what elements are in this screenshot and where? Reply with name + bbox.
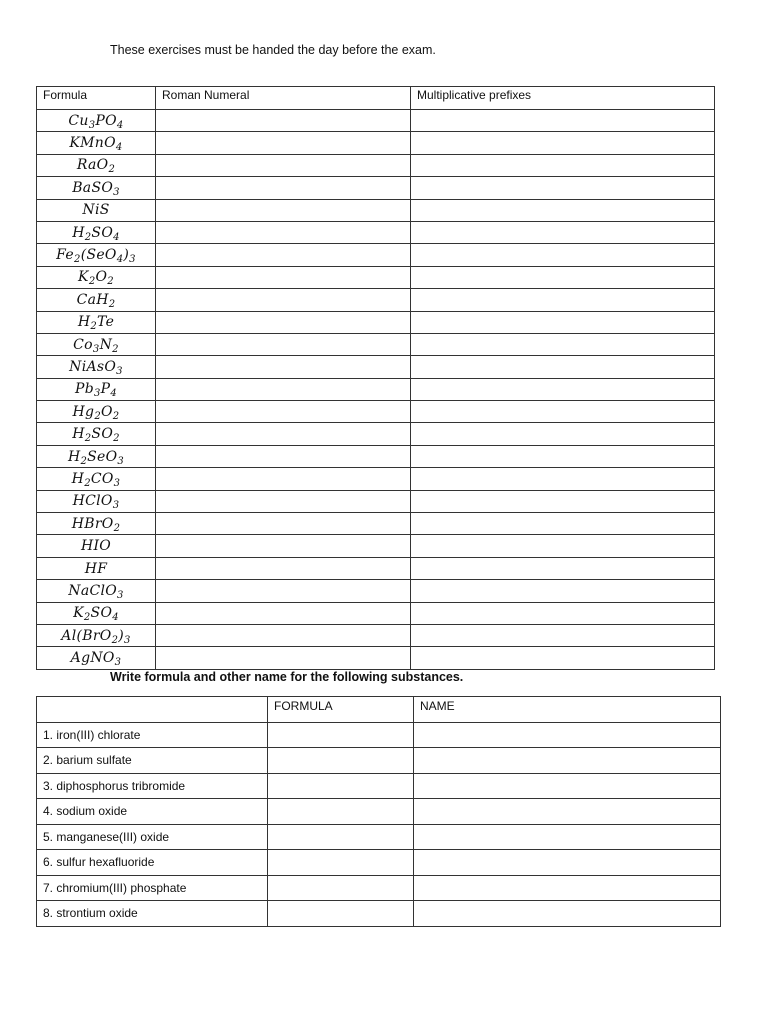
multiplicative-prefix-answer-cell[interactable] <box>411 110 715 132</box>
formula-answer-cell[interactable] <box>268 748 414 774</box>
multiplicative-prefix-answer-cell[interactable] <box>411 378 715 400</box>
name-answer-cell[interactable] <box>414 901 721 927</box>
multiplicative-prefix-answer-cell[interactable] <box>411 132 715 154</box>
substance-label: 6. sulfur hexafluoride <box>37 850 268 876</box>
formula-row <box>37 513 715 535</box>
multiplicative-prefix-answer-cell[interactable] <box>411 356 715 378</box>
formula-row <box>37 289 715 311</box>
section2-heading: Write formula and other name for the following substances. <box>110 670 464 684</box>
formula-cell: $H_2CO_3$ <box>37 468 156 490</box>
roman-numeral-answer-cell[interactable] <box>156 110 411 132</box>
substance-label: 2. barium sulfate <box>37 748 268 774</box>
multiplicative-prefix-answer-cell[interactable] <box>411 647 715 669</box>
formula-cell: AgNO$_3$ <box>37 647 156 669</box>
roman-numeral-answer-cell[interactable] <box>156 490 411 512</box>
formula-cell: NaClO$_3$ <box>37 580 156 602</box>
formula-cell: $K_2SO_4$ <box>37 602 156 624</box>
roman-numeral-answer-cell[interactable] <box>156 580 411 602</box>
header-formula: Formula <box>37 87 156 110</box>
multiplicative-prefix-answer-cell[interactable] <box>411 199 715 221</box>
roman-numeral-answer-cell[interactable] <box>156 154 411 176</box>
header-formula-col: FORMULA <box>268 697 414 723</box>
name-answer-cell[interactable] <box>414 875 721 901</box>
formula-row <box>37 132 715 154</box>
formula-cell: HIO <box>37 535 156 557</box>
substance-table <box>36 696 721 927</box>
roman-numeral-answer-cell[interactable] <box>156 221 411 243</box>
substance-label: 3. diphosphorus tribromide <box>37 773 268 799</box>
roman-numeral-answer-cell[interactable] <box>156 468 411 490</box>
substance-table-header <box>37 697 721 723</box>
substance-label: 5. manganese(III) oxide <box>37 824 268 850</box>
name-answer-cell[interactable] <box>414 824 721 850</box>
roman-numeral-answer-cell[interactable] <box>156 132 411 154</box>
formula-cell: $Cu_3PO_4$ <box>37 110 156 132</box>
roman-numeral-answer-cell[interactable] <box>156 333 411 355</box>
formula-cell: BaSO$_3$ <box>37 177 156 199</box>
substance-label: 4. sodium oxide <box>37 799 268 825</box>
formula-row <box>37 401 715 423</box>
header-roman-numeral: Roman Numeral <box>156 87 411 110</box>
formula-row <box>37 580 715 602</box>
roman-numeral-answer-cell[interactable] <box>156 356 411 378</box>
formula-answer-cell[interactable] <box>268 850 414 876</box>
formula-row <box>37 557 715 579</box>
roman-numeral-answer-cell[interactable] <box>156 445 411 467</box>
name-answer-cell[interactable] <box>414 773 721 799</box>
formula-answer-cell[interactable] <box>268 824 414 850</box>
multiplicative-prefix-answer-cell[interactable] <box>411 244 715 266</box>
multiplicative-prefix-answer-cell[interactable] <box>411 266 715 288</box>
multiplicative-prefix-answer-cell[interactable] <box>411 513 715 535</box>
substance-row <box>37 875 721 901</box>
formula-cell: HClO$_3$ <box>37 490 156 512</box>
header-multiplicative-prefixes: Multiplicative prefixes <box>411 87 715 110</box>
formula-cell: $Fe_2(SeO_4)_3$ <box>37 244 156 266</box>
multiplicative-prefix-answer-cell[interactable] <box>411 423 715 445</box>
substance-label: 7. chromium(III) phosphate <box>37 875 268 901</box>
formula-row <box>37 378 715 400</box>
formula-cell: NiS <box>37 199 156 221</box>
multiplicative-prefix-answer-cell[interactable] <box>411 177 715 199</box>
formula-table-header <box>37 87 715 110</box>
formula-cell: $Al(BrO_2)_3$ <box>37 624 156 646</box>
substance-label: 8. strontium oxide <box>37 901 268 927</box>
substance-row <box>37 901 721 927</box>
roman-numeral-answer-cell[interactable] <box>156 602 411 624</box>
formula-cell: $Pb_3P_4$ <box>37 378 156 400</box>
roman-numeral-answer-cell[interactable] <box>156 378 411 400</box>
formula-row <box>37 333 715 355</box>
roman-numeral-answer-cell[interactable] <box>156 266 411 288</box>
roman-numeral-answer-cell[interactable] <box>156 513 411 535</box>
multiplicative-prefix-answer-cell[interactable] <box>411 333 715 355</box>
roman-numeral-answer-cell[interactable] <box>156 557 411 579</box>
formula-row <box>37 647 715 669</box>
formula-cell: $H_2SO_2$ <box>37 423 156 445</box>
formula-row <box>37 468 715 490</box>
substance-row <box>37 850 721 876</box>
multiplicative-prefix-answer-cell[interactable] <box>411 535 715 557</box>
roman-numeral-answer-cell[interactable] <box>156 177 411 199</box>
formula-cell: $H_2SO_4$ <box>37 221 156 243</box>
formula-answer-cell[interactable] <box>268 875 414 901</box>
formula-row <box>37 602 715 624</box>
multiplicative-prefix-answer-cell[interactable] <box>411 154 715 176</box>
multiplicative-prefix-answer-cell[interactable] <box>411 401 715 423</box>
formula-answer-cell[interactable] <box>268 722 414 748</box>
multiplicative-prefix-answer-cell[interactable] <box>411 602 715 624</box>
roman-numeral-answer-cell[interactable] <box>156 289 411 311</box>
formula-cell: NiAsO$_3$ <box>37 356 156 378</box>
formula-row <box>37 266 715 288</box>
multiplicative-prefix-answer-cell[interactable] <box>411 490 715 512</box>
substance-label: 1. iron(III) chlorate <box>37 722 268 748</box>
formula-row <box>37 177 715 199</box>
roman-numeral-answer-cell[interactable] <box>156 624 411 646</box>
formula-row <box>37 244 715 266</box>
roman-numeral-answer-cell[interactable] <box>156 244 411 266</box>
formula-row <box>37 423 715 445</box>
roman-numeral-answer-cell[interactable] <box>156 423 411 445</box>
formula-row <box>37 154 715 176</box>
substance-row <box>37 748 721 774</box>
multiplicative-prefix-answer-cell[interactable] <box>411 445 715 467</box>
roman-numeral-answer-cell[interactable] <box>156 311 411 333</box>
formula-table <box>36 86 715 670</box>
formula-row <box>37 535 715 557</box>
header-substance <box>37 697 268 723</box>
formula-row <box>37 311 715 333</box>
formula-cell: $H_2SeO_3$ <box>37 445 156 467</box>
multiplicative-prefix-answer-cell[interactable] <box>411 624 715 646</box>
formula-cell: HF <box>37 557 156 579</box>
multiplicative-prefix-answer-cell[interactable] <box>411 580 715 602</box>
formula-cell: HBrO$_2$ <box>37 513 156 535</box>
multiplicative-prefix-answer-cell[interactable] <box>411 468 715 490</box>
formula-answer-cell[interactable] <box>268 901 414 927</box>
name-answer-cell[interactable] <box>414 799 721 825</box>
formula-answer-cell[interactable] <box>268 799 414 825</box>
formula-row <box>37 199 715 221</box>
roman-numeral-answer-cell[interactable] <box>156 401 411 423</box>
roman-numeral-answer-cell[interactable] <box>156 199 411 221</box>
formula-cell: $Co_3N_2$ <box>37 333 156 355</box>
substance-row <box>37 799 721 825</box>
name-answer-cell[interactable] <box>414 722 721 748</box>
formula-cell: $K_2O_2$ <box>37 266 156 288</box>
name-answer-cell[interactable] <box>414 748 721 774</box>
formula-cell: KMnO$_4$ <box>37 132 156 154</box>
formula-cell: $Hg_2O_2$ <box>37 401 156 423</box>
formula-cell: RaO$_2$ <box>37 154 156 176</box>
substance-row <box>37 722 721 748</box>
formula-cell: CaH$_2$ <box>37 289 156 311</box>
formula-row <box>37 110 715 132</box>
formula-answer-cell[interactable] <box>268 773 414 799</box>
multiplicative-prefix-answer-cell[interactable] <box>411 221 715 243</box>
header-name-col: NAME <box>414 697 721 723</box>
formula-row <box>37 221 715 243</box>
instruction-note: These exercises must be handed the day before the exam. <box>110 43 436 57</box>
multiplicative-prefix-answer-cell[interactable] <box>411 289 715 311</box>
substance-row <box>37 773 721 799</box>
formula-row <box>37 490 715 512</box>
substance-row <box>37 824 721 850</box>
multiplicative-prefix-answer-cell[interactable] <box>411 311 715 333</box>
formula-row <box>37 624 715 646</box>
roman-numeral-answer-cell[interactable] <box>156 647 411 669</box>
multiplicative-prefix-answer-cell[interactable] <box>411 557 715 579</box>
name-answer-cell[interactable] <box>414 850 721 876</box>
formula-cell: $H_2Te$ <box>37 311 156 333</box>
formula-row <box>37 356 715 378</box>
roman-numeral-answer-cell[interactable] <box>156 535 411 557</box>
formula-row <box>37 445 715 467</box>
